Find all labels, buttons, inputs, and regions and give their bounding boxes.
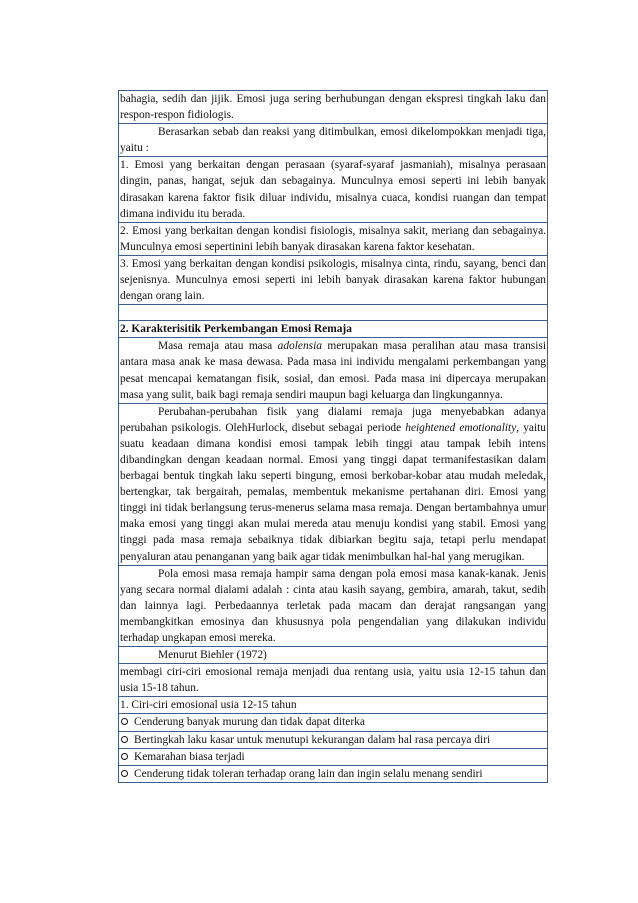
bullet-item <box>118 732 548 749</box>
paragraph-grouping-lead: Berasarkan sebab dan reaksi yang ditimbulkan, emosi dikelompokkan menjadi tiga, yaitu : <box>118 124 548 157</box>
bullet-icon <box>121 770 128 777</box>
italic-term: adolensia <box>277 340 322 353</box>
list-item-emotion-type-2: 2. Emosi yang berkaitan dengan kondisi fisiologis, misalnya sakit, meriang dan sebagainya. Munculnya emosi sepertinini lebih banyak dirasakan karena faktor kesehatan. <box>118 223 548 256</box>
paragraph-adolescence <box>118 338 548 403</box>
text-run: , yaitu suatu keadaan dimana kondisi emosi tampak lebih tinggi atau tampak lebih intens dibandingkan dengan keadaan normal. Emosi yang tinggi dapat termanifestasikan dalam berbagai bentuk tingkah laku seperti bingung, emosi berkobar-kobar atau mudah meledak, bertengkar, tak bergairah, pemalas, membentuk mekanisme pertahanan diri. Emosi yang tinggi ini tidak berlangsung terus-menerus selama masa remaja. Dengan bertambahnya umur maka emosi yang tinggi akan mulai mereda atau menuju kondisi yang stabil. Emosi yang tinggi pada masa remaja sebaiknya tidak dibiarkan begitu saja, tetapi perlu mendapat penyaluran atau penanganan yang baik agar tidak menimbulkan hal-hal yang merugikan. <box>120 421 546 563</box>
bullet-text: Cenderung banyak murung dan tidak dapat diterka <box>134 716 365 729</box>
list-item-emotion-type-1: 1. Emosi yang berkaitan dengan perasaan (syaraf-syaraf jasmaniah), misalnya perasaan dingin, panas, hangat, sejuk dan sebagainya. Munculnya emosi seperti ini lebih banyak dirasakan karena faktor fisik diluar individu, misalnya cuaca, kondisi ruangan dan tempat dimana individu itu berada. <box>118 157 548 222</box>
bullet-text: Cenderung tidak toleran terhadap orang lain dan ingin selalu menang sendiri <box>134 767 483 780</box>
age-group-heading: 1. Ciri-ciri emosional usia 12-15 tahun <box>118 697 548 714</box>
text-run: Masa remaja atau masa <box>158 340 278 353</box>
bullet-text: Bertingkah laku kasar untuk menutupi kekurangan dalam hal rasa percaya diri <box>134 733 491 746</box>
section-heading: 2. Karakterisitik Perkembangan Emosi Remaja <box>118 321 548 338</box>
bullet-item <box>118 766 548 783</box>
list-item-emotion-type-3: 3. Emosi yang berkaitan dengan kondisi psikologis, misalnya cinta, rindu, sayang, benci dan sejenisnya. Munculnya emosi seperti ini lebih banyak dirasakan karena faktor hubungan dengan orang lain. <box>118 256 548 305</box>
bullet-item <box>118 749 548 766</box>
bullet-icon <box>121 753 128 760</box>
bullet-icon <box>121 736 128 743</box>
text-run: Perubahan-perubahan fisik yang dialami remaja juga menyebabkan adanya perubahan psikologis. OlehHurlock, disebut sebagai periode <box>120 405 546 434</box>
paragraph-biehler-text: membagi ciri-ciri emosional remaja menjadi dua rentang usia, yaitu usia 12-15 tahun dan usia 15-18 tahun. <box>118 664 548 697</box>
italic-term: heightened emotionality <box>405 421 517 434</box>
bullet-item <box>118 714 548 731</box>
bullet-text: Kemarahan biasa terjadi <box>134 750 245 763</box>
document-body <box>118 90 548 783</box>
text-run: merupakan masa peralihan atau masa transisi antara masa anak ke masa dewasa. Pada masa ini individu mengalami perkembangan yang pesat mencapai kematangan fisik, sosial, dan emosi. Pada masa ini dipercaya merupakan masa yang sulit, baik bagi remaja sendiri maupun bagi keluarga dan lingkungannya. <box>120 340 546 401</box>
paragraph-biehler-lead: Menurut Biehler (1972) <box>118 647 548 664</box>
paragraph-physical-changes <box>118 404 548 566</box>
paragraph-emotion-pattern: Pola emosi masa remaja hampir sama dengan pola emosi masa kanak-kanak. Jenis yang secara normal dialami adalah : cinta atau kasih sayang, gembira, amarah, takut, sedih dan lainnya lagi. Perbedaannya terletak pada macam dan derajat rangsangan yang membangkitkan emosinya dan khususnya pola pengendalian yang dilakukan individu terhadap ungkapan emosi mereka. <box>118 566 548 647</box>
bullet-icon <box>121 718 128 725</box>
blank-row <box>118 305 548 321</box>
paragraph-intro-tail: bahagia, sedih dan jijik. Emosi juga sering berhubungan dengan ekspresi tingkah laku dan respon-respon fidiologis. <box>118 90 548 124</box>
